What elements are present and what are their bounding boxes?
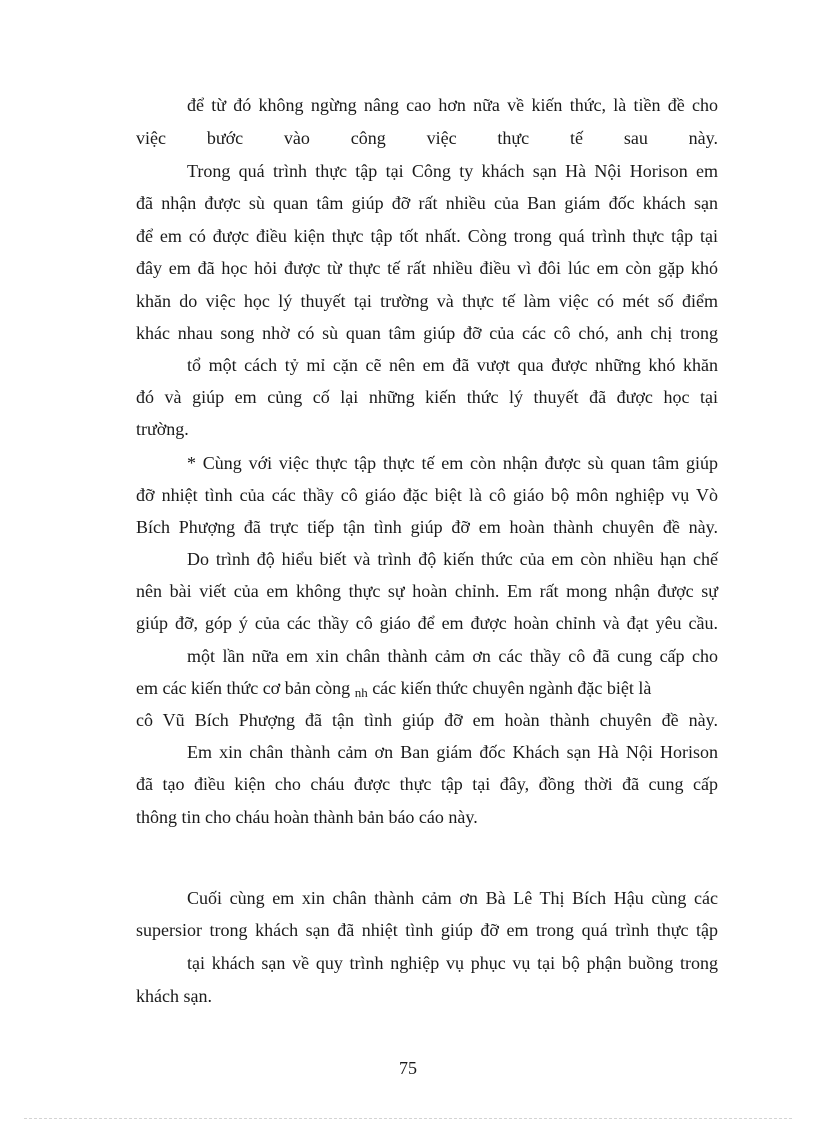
text-line: đây em đã học hỏi được từ thực tế rất nhiều điều vì đôi lúc em còn gặp khó bbox=[136, 258, 718, 278]
text-line: tổ một cách tỷ mỉ cặn cẽ nên em đã vượt qua được những khó khăn bbox=[187, 355, 718, 375]
text-line: khác nhau song nhờ có sù quan tâm giúp đỡ của các cô chó, anh chị trong bbox=[136, 323, 718, 343]
text-line: Trong quá trình thực tập tại Công ty khách sạn Hà Nội Horison em bbox=[187, 161, 718, 181]
text-line-mixed bbox=[136, 676, 718, 700]
text-line: cô Vũ Bích Phượng đã tận tình giúp đỡ em hoàn thành chuyên đề này. bbox=[136, 710, 718, 730]
text-line: supersior trong khách sạn đã nhiệt tình giúp đỡ em trong quá trình thực tập bbox=[136, 920, 718, 940]
text-line: nên bài viết của em không thực sự hoàn chỉnh. Em rất mong nhận được sự bbox=[136, 581, 718, 601]
text-line: giúp đỡ, góp ý của các thầy cô giáo để em được hoàn chỉnh và đạt yêu cầu. bbox=[136, 613, 718, 633]
text-line: Do trình độ hiểu biết và trình độ kiến thức của em còn nhiều hạn chế bbox=[187, 549, 718, 569]
text-line: để em có được điều kiện thực tập tốt nhất. Còng trong quá trình thực tập tại bbox=[136, 226, 718, 246]
text-fragment-small: nh bbox=[354, 685, 368, 700]
text-line: một lần nữa em xin chân thành cảm ơn các thầy cô đã cung cấp cho bbox=[187, 646, 718, 666]
text-line: Em xin chân thành cảm ơn Ban giám đốc Khách sạn Hà Nội Horison bbox=[187, 742, 718, 762]
page-divider bbox=[24, 1118, 792, 1119]
text-fragment: các kiến thức chuyên ngành đặc biệt là bbox=[372, 678, 652, 698]
text-line: tại khách sạn về quy trình nghiệp vụ phục vụ tại bộ phận buồng trong bbox=[187, 953, 718, 973]
text-line: đó và giúp em củng cố lại những kiến thức lý thuyết đã được học tại bbox=[136, 387, 718, 407]
text-line: đã tạo điều kiện cho cháu được thực tập tại đây, đồng thời đã cung cấp bbox=[136, 774, 718, 794]
text-line: khăn do việc học lý thuyết tại trường và thực tế làm việc có mét số điểm bbox=[136, 291, 718, 311]
text-line: việc bước vào công việc thực tế sau này. bbox=[136, 128, 718, 148]
page-number: 75 bbox=[399, 1058, 417, 1078]
text-line: khách sạn. bbox=[136, 986, 212, 1006]
text-line: đỡ nhiệt tình của các thầy cô giáo đặc biệt là cô giáo bộ môn nghiệp vụ Vò bbox=[136, 485, 718, 505]
text-line: Cuối cùng em xin chân thành cảm ơn Bà Lê Thị Bích Hậu cùng các bbox=[187, 888, 718, 908]
text-line: thông tin cho cháu hoàn thành bản báo cáo này. bbox=[136, 807, 478, 827]
text-line: Bích Phượng đã trực tiếp tận tình giúp đỡ em hoàn thành chuyên đề này. bbox=[136, 517, 718, 537]
text-line: để từ đó không ngừng nâng cao hơn nữa về kiến thức, là tiền đề cho bbox=[187, 95, 718, 115]
text-line: trường. bbox=[136, 419, 189, 439]
text-line: * Cùng với việc thực tập thực tế em còn nhận được sù quan tâm giúp bbox=[187, 453, 718, 473]
text-line: đã nhận được sù quan tâm giúp đỡ rất nhiều của Ban giám đốc khách sạn bbox=[136, 193, 718, 213]
text-fragment: em các kiến thức cơ bản còng bbox=[136, 678, 351, 698]
